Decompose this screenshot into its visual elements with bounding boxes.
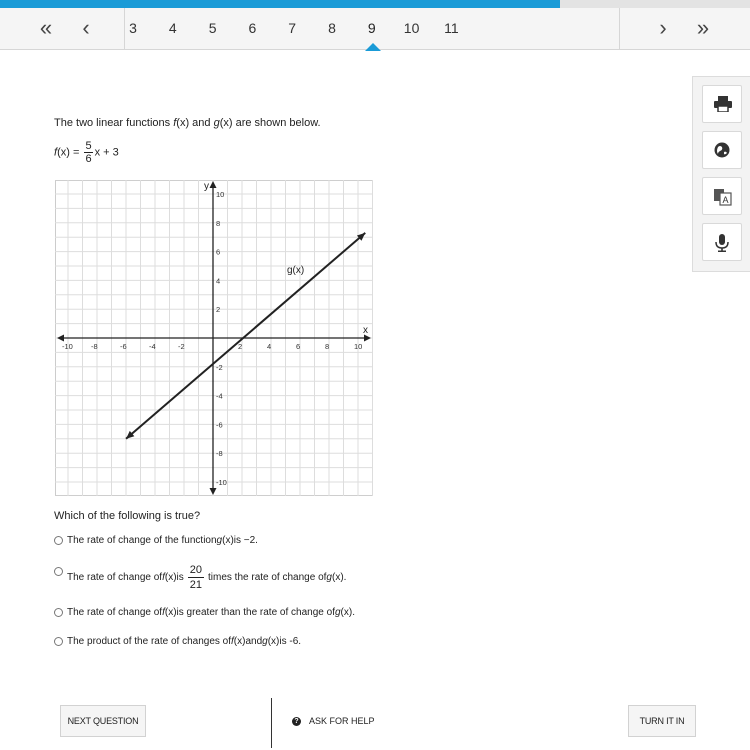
page-10-button[interactable]: 10 <box>403 20 420 36</box>
y-tick-label: 4 <box>216 276 221 286</box>
radio-button[interactable] <box>54 608 63 617</box>
radio-button[interactable] <box>54 637 63 646</box>
x-tick-label: -6 <box>120 342 127 351</box>
y-axis-label: y <box>204 181 209 192</box>
answer-option-1[interactable]: The rate of change of the function g (x) is −2. <box>54 535 258 546</box>
g-line-label: g(x) <box>286 265 305 277</box>
y-tick-label: -2 <box>216 362 223 372</box>
chevron-right-icon[interactable]: › <box>659 15 667 40</box>
ratio-fraction: 20 21 <box>189 564 203 591</box>
y-tick-label: -6 <box>216 420 223 430</box>
radio-button[interactable] <box>54 536 63 545</box>
y-tick-label: 6 <box>216 247 221 257</box>
coordinate-graph <box>55 180 373 496</box>
page-8-button[interactable]: 8 <box>328 20 336 36</box>
translate-icon <box>714 188 732 206</box>
x-tick-label: -2 <box>178 342 185 351</box>
x-tick-label: 6 <box>296 342 301 351</box>
page-6-button[interactable]: 6 <box>248 20 257 36</box>
page-11-button[interactable]: 11 <box>444 20 459 36</box>
ask-for-help-button[interactable]: ? ASK FOR HELP <box>292 716 375 726</box>
x-tick-label: -4 <box>149 342 156 351</box>
double-chevron-left-icon[interactable]: « <box>39 15 53 40</box>
y-tick-label: 10 <box>216 190 225 199</box>
print-button[interactable] <box>702 85 742 123</box>
x-axis-label: x <box>363 325 368 336</box>
answer-option-4[interactable]: The product of the rate of changes of f (x) and g (x) is -6. <box>54 636 301 647</box>
page-4-button[interactable]: 4 <box>168 20 177 36</box>
x-tick-label: -10 <box>62 342 73 351</box>
question-circle-icon: ? <box>292 717 301 726</box>
y-tick-label: -10 <box>216 478 227 487</box>
print-icon <box>714 96 732 112</box>
x-tick-label: 4 <box>267 342 272 351</box>
chevron-left-icon[interactable]: ‹ <box>82 15 90 40</box>
globe-icon <box>714 142 730 158</box>
answer-option-2[interactable]: The rate of change of f (x) is 20 21 times the rate of change of g (x) . <box>54 563 346 592</box>
x-tick-label: 10 <box>354 342 363 351</box>
top-progress-bar <box>0 0 750 8</box>
tool-panel <box>692 76 750 272</box>
question-intro: The two linear functions f(x) and g(x) are shown below. <box>54 117 321 129</box>
double-chevron-right-icon[interactable]: » <box>696 15 710 40</box>
page-3-button[interactable]: 3 <box>129 20 137 36</box>
translate-button[interactable] <box>702 177 742 215</box>
x-tick-label: -8 <box>91 342 98 351</box>
x-tick-label: 8 <box>325 342 330 351</box>
slope-fraction: $\frac{5}{6}$ <box>85 140 92 165</box>
question-pager <box>0 8 750 50</box>
page-5-button[interactable]: 5 <box>208 20 217 36</box>
page-9-button[interactable]: 9 <box>367 20 376 36</box>
turn-it-in-button[interactable]: TURN IT IN <box>628 705 696 737</box>
current-page-indicator <box>365 43 381 51</box>
page-7-button[interactable]: 7 <box>288 20 297 36</box>
answer-option-3[interactable]: The rate of change of f (x) is greater than the rate of change of g (x) . <box>54 607 355 618</box>
y-tick-label: 2 <box>216 305 221 315</box>
question-prompt: Which of the following is true? <box>54 510 201 522</box>
y-tick-label: -4 <box>216 391 223 401</box>
next-question-button[interactable]: NEXT QUESTION <box>60 705 146 737</box>
y-tick-label: -8 <box>216 449 223 459</box>
footer-divider <box>271 698 272 748</box>
microphone-button[interactable] <box>702 223 742 261</box>
globe-button[interactable] <box>702 131 742 169</box>
svg-text:A: A <box>722 195 729 205</box>
radio-button[interactable] <box>54 567 63 576</box>
microphone-icon <box>714 234 730 252</box>
x-tick-label: 2 <box>238 342 243 351</box>
f-equation: f(x) = $\frac{5}{6}$ x + 3 <box>54 140 119 165</box>
y-tick-label: 8 <box>216 218 221 228</box>
